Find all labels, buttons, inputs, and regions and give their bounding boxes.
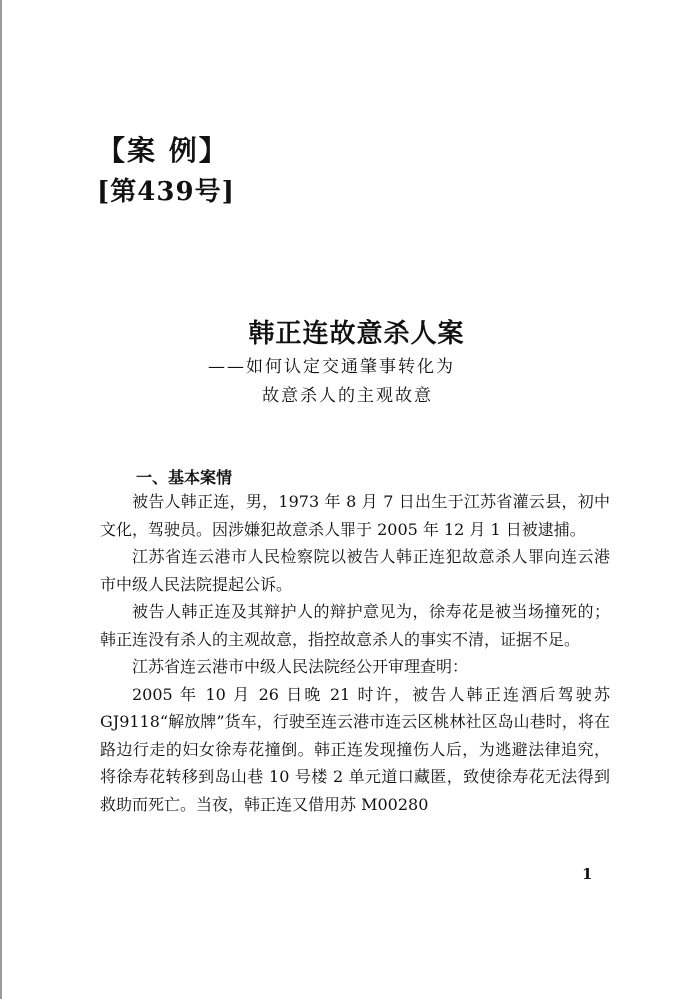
body-text [100,488,610,818]
paragraph-court-findings-intro: 江苏省连云港市中级人民法院经公开审理查明： [132,657,469,676]
section-heading: 一、基本案情 [136,468,233,487]
case-label: 【案 例】 [97,134,229,167]
case-subtitle-line-2: 故意杀人的主观故意 [262,386,433,406]
case-title: 韩正连故意杀人案 [248,319,465,349]
case-subtitle-line-1: ——如何认定交通肇事转化为 [208,357,455,377]
paragraph-defense: 被告人韩正连及其辩护人的辩护意见为，徐寿花是被当场撞死的；韩正连没有杀人的主观故意，指控故意杀人的事实不清，证据不足。 [100,602,610,649]
case-number: [第439号] [97,177,235,207]
paragraph-prosecution: 江苏省连云港市人民检察院以被告人韩正连犯故意杀人罪向连云港市中级人民法院提起公诉。 [100,547,610,594]
paragraph-defendant-info: 被告人韩正连，男，1973 年 8 月 7 日出生于江苏省灌云县，初中文化，驾驶员。因涉嫌犯故意杀人罪于 2005 年 12 月 1 日被逮捕。 [100,492,610,539]
paragraph-facts: 2005 年 10 月 26 日晚 21 时许，被告人韩正连酒后驾驶苏GJ9118“解放牌”货车，行驶至连云港市连云区桃林社区岛山巷时，将在路边行走的妇女徐寿花撞倒。韩正连发现撞伤人后，为逃避法律追究，将徐寿花转移到岛山巷 10 号楼 2 单元道口藏匿，致使徐寿花无法得到救助而死亡。当夜，韩正连又借用苏 M00280 [100,684,610,814]
page-left-border [0,0,2,999]
page-number: 1 [582,865,593,883]
